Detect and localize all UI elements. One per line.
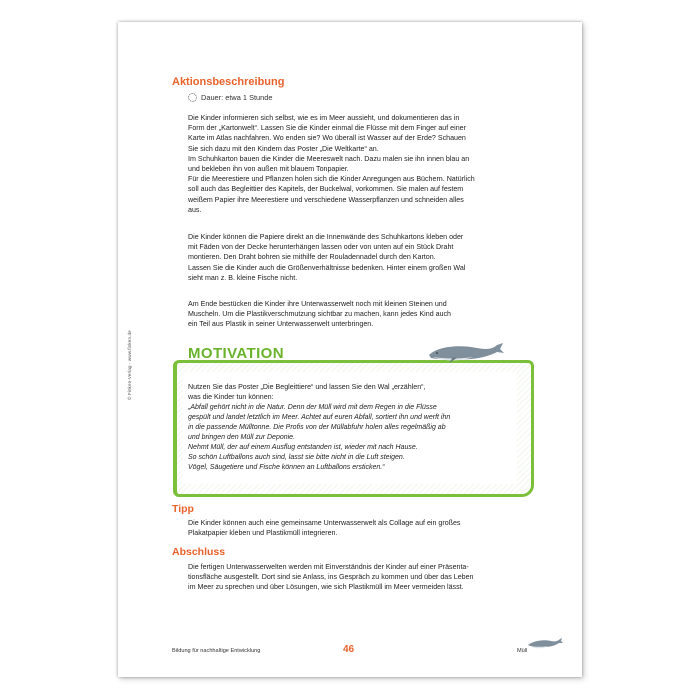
section-heading-tipp: Tipp bbox=[172, 503, 194, 515]
duration-line bbox=[188, 93, 273, 102]
footer-book-title: Bildung für nachhaltige Entwicklung bbox=[172, 648, 261, 654]
aktion-paragraph-1: Die Kinder informieren sich selbst, wie es im Meer aussieht, und dokumentieren das in Form der „Kartonwelt“. Lassen Sie die Kinder einmal die Flüsse mit dem Finger auf einer Karte im Atlas nachfahren. Wo enden sie? Wo überall ist Wasser auf der Erde? Schauen Sie sich dazu mit den Kindern das Poster „Die Weltkarte“ an. Im Schuhkarton bauen die Kinder die Meereswelt nach. Dazu malen sie ihn innen blau an und bekleben ihn von außen mit blauem Tonpapier. Für die Meerestiere und Pflanzen holen sich die Kinder Anregungen aus Büchern. Natürlich soll auch das Begleittier des Kapitels, der Buckelwal, vorkommen. Sie malen auf festem weißem Papier ihre Meerestiere und verschiedene Wasserpflanzen und schneiden alles aus. bbox=[188, 114, 475, 214]
side-credit: © Finken-Verlag · www.finken.de bbox=[127, 330, 132, 400]
clock-icon bbox=[188, 93, 197, 102]
motivation-title: MOTIVATION bbox=[188, 345, 284, 362]
section-heading-abschluss: Abschluss bbox=[172, 546, 226, 558]
section-heading-aktionsbeschreibung: Aktionsbeschreibung bbox=[172, 76, 285, 88]
footer-chapter: Müll bbox=[517, 648, 528, 654]
tipp-text: Die Kinder können auch eine gemeinsame Unterwasserwelt als Collage auf ein großes Plakatpapier kleben und Plastikmüll integrieren. bbox=[188, 519, 461, 538]
motivation-quote: „Abfall gehört nicht in die Natur. Denn der Müll wird mit dem Regen in die Flüsse gespült und landet letztlich im Meer. Achtet auf euren Abfall, sortiert ihn und werft ihn in die passende Mülltonne. Die Profis von der Müllabfuhr holen alles regelmäßig ab und bringen den Müll zur Deponie. Nehmt Müll, der auf einem Ausflug entstanden ist, wieder mit nach Hause. So schön Luftballons auch sind, lasst sie bitte nicht in die Luft steigen. Vögel, Säugetiere und Fische können an Luftballons ersticken.“ bbox=[188, 404, 451, 471]
humpback-whale-icon bbox=[427, 341, 505, 365]
footer-whale-icon bbox=[527, 637, 563, 651]
page-number: 46 bbox=[343, 644, 355, 655]
duration-text: Dauer: etwa 1 Stunde bbox=[201, 93, 273, 102]
aktion-paragraph-3: Am Ende bestücken die Kinder ihre Unterwasserwelt noch mit kleinen Steinen und Muscheln. Um die Plastikverschmutzung sichtbar zu machen, kann jedes Kind auch ein Teil aus Plastik in seiner Unterwasserwelt unterbringen. bbox=[188, 300, 451, 329]
aktion-paragraph-2: Die Kinder können die Papiere direkt an die Innenwände des Schuhkartons kleben oder mit Fäden von der Decke herunterhängen lassen oder von unten auf ein Stück Draht montieren. Den Draht bohren sie mithilfe der Rouladennadel durch den Karton. Lassen Sie die Kinder auch die Größenverhältnisse bedenken. Hinter einem großen Wal sieht man z. B. kleine Fische nicht. bbox=[188, 233, 466, 282]
motivation-intro: Nutzen Sie das Poster „Die Begleittiere“ und lassen Sie den Wal „erzählen“, was die Kinder tun können: bbox=[188, 383, 426, 401]
abschluss-text: Die fertigen Unterwasserwelten werden mit Einverständnis der Kinder auf einer Präsenta- tionsfläche ausgestellt. Dort sind sie Anlass, ins Gespräch zu kommen und über das Leben im Meer zu sprechen und über Lösungen, wie sich Plastikmüll im Meer vermeiden lässt. bbox=[188, 563, 474, 592]
